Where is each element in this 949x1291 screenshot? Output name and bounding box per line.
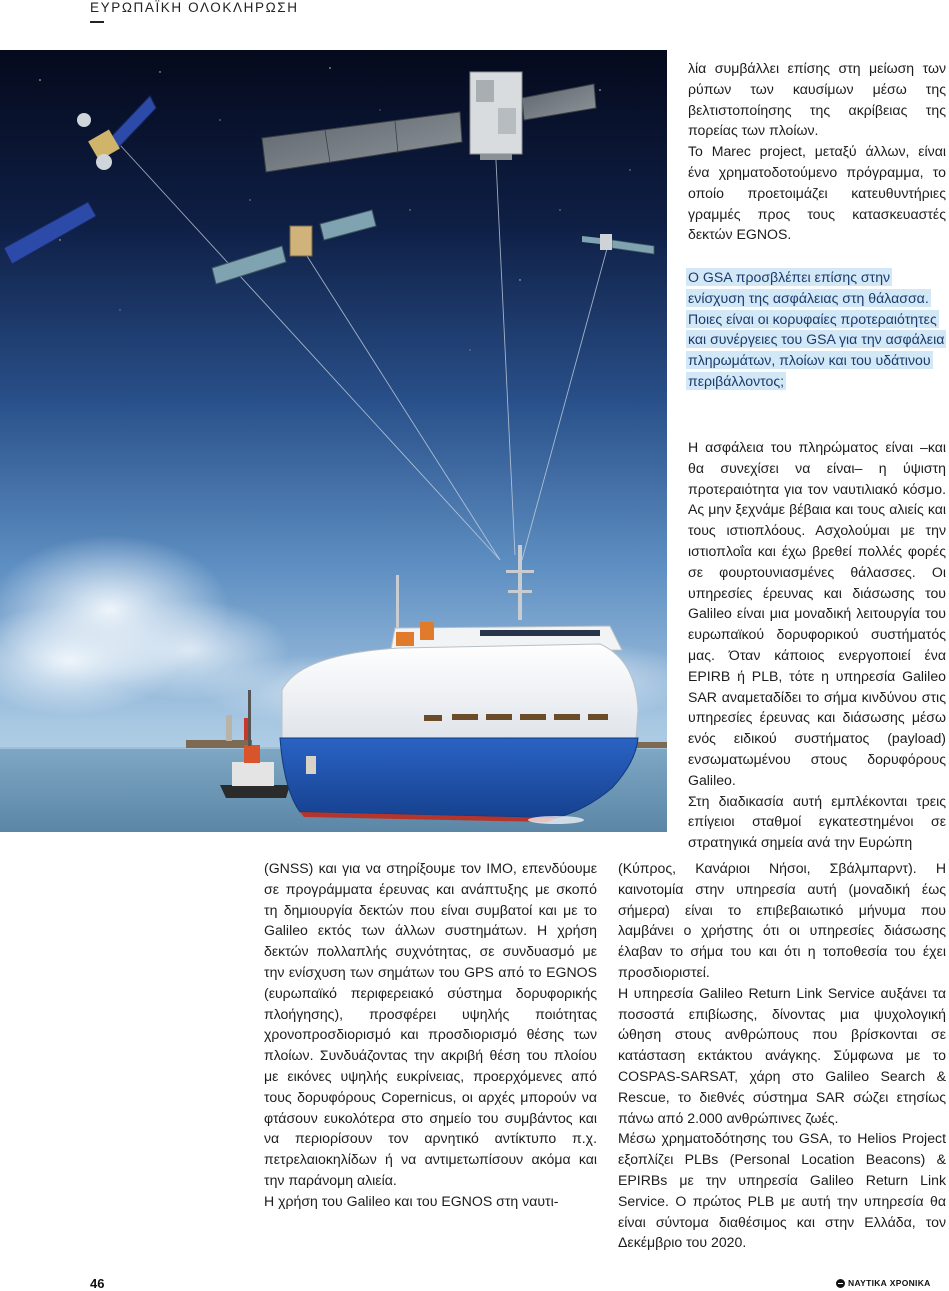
question-text: Ο GSA προσβλέπει επίσης στην ενίσχυση της ασφάλειας στη θάλασσα. Ποιες είναι οι κορυφαίες προτεραιότητες και συνέργειες του GSA για την ασφάλεια πληρωμάτων, πλοίων και του υδάτινου περιβάλλοντος;: [688, 269, 945, 389]
paragraph: Η χρήση του Galileo και του EGNOS στη ναυτι-: [264, 1192, 559, 1209]
paragraph: Η ασφάλεια του πληρώματος είναι –και θα συνεχίσει να είναι– η ύψιστη προτεραιότητα για τον ναυτιλιακό κόσμο. Ας μην ξεχνάμε βέβαια και τους αλιείς και τους ιστιοπλόους. Ασχολούμαι με την ιστιοπλοΐα και έχω βρεθεί πολλές φορές σε φουρτουνιασμένες θάλασσες. Οι υπηρεσίες έρευνας και διάσωσης του Galileo είναι μια μοναδική λειτουργία του ευρωπαϊκού δορυφορικού συστήματός μας. Όταν κάποιος ενεργοποιεί ένα EPIRB ή PLB, τότε η υπηρεσία Galileo SAR αναμεταδίδει το σήμα κινδύνου στις υπηρεσίες έρευνας και διάσωσης μέσω ενός ειδικού συστήματος (payload) ενσωματωμένου στους δορυφόρους Galileo.: [688, 439, 946, 788]
paragraph: (Κύπρος, Κανάριοι Νήσοι, Σβάλμπαρντ). Η καινοτομία στην υπηρεσία αυτή (μοναδική έως σήμερα) είναι το επιβεβαιωτικό μήνυμα που λαμβάνει ο χρήστης ότι οι υπηρεσίες διάσωσης έλαβαν το σήμα του και ότι η τοποθεσία του έχει προσδιοριστεί.: [618, 860, 946, 980]
paragraph: Μέσω χρηματοδότησης του GSA, το Helios Project εξοπλίζει PLBs (Personal Location Beacons) & EPIRBs με την υπηρεσία Galileo Return Link Service. Ο πρώτος PLB με αυτή την υπηρεσία θα είναι σύντομα διαθέσιμος και στην Ελλάδα, τον Δεκέμβριο του 2020.: [618, 1130, 946, 1251]
satellite-ship-photo: [0, 50, 667, 832]
paragraph: (GNSS) και για να στηρίξουμε τον IMO, επενδύουμε σε προγράμματα έρευνας και ανάπτυξης με σκοπό τη δημιουργία δεκτών που είναι συμβατοί και με το Galileo εκτός των άλλων συστημάτων. Η χρήση δεκτών πολλαπλής συχνότητας, σε συνδυασμό με την ενίσχυση των σημάτων του GPS από το EGNOS (ευρωπαϊκό περιφερειακό σύστημα δορυφορικής πλοήγησης), προσφέρει υψηλής ποιότητας χρονοπροσδιορισμό και προσδιορισμό θέσης των πλοίων. Συνδυάζοντας την ακριβή θέση του πλοίου με εικόνες υψηλής ευκρίνειας, προερχόμενες από τους δορυφόρους Copernicus, οι αρχές μπορούν να φτάσουν ευκολότερα στο σημείο του συμβάντος και να περιορίσουν τον αρνητικό αντίκτυπο π.χ. πετρελαιοκηλίδων ή να αντιμετωπίσουν ακόμα και την παράνομη αλιεία.: [264, 860, 597, 1188]
publication-brand: [836, 1278, 931, 1288]
right-column-top: [688, 58, 946, 245]
left-column: [264, 858, 597, 1212]
compass-icon: [836, 1279, 845, 1288]
section-label: ΕΥΡΩΠΑΪΚΗ ΟΛΟΚΛΗΡΩΣΗ: [90, 0, 299, 15]
paragraph: λία συμβάλλει επίσης στη μείωση των ρύπων των καυσίμων μέσω της βελτιστοποίησης της ακρίβειας της πορείας των πλοίων.: [688, 60, 946, 139]
page-number: 46: [90, 1276, 105, 1291]
wide-right-column: [618, 858, 946, 1253]
paragraph: Στη διαδικασία αυτή εμπλέκονται τρεις επίγειοι σταθμοί εγκατεστημένοι σε στρατηγικά σημεία ανά την Ευρώπη: [688, 792, 946, 851]
section-dash: [90, 21, 104, 23]
interview-question: [686, 267, 948, 392]
paragraph: Η υπηρεσία Galileo Return Link Service αυξάνει τα ποσοστά επιβίωσης, δίνοντας μια ψυχολογική ώθηση στους ανθρώπους που βρίσκονται σε κατάσταση εκτάκτου ανάγκης. Σύμφωνα με το COSPAS-SARSAT, χάρη στο Galileo Search & Rescue, το διεθνές σύστημα SAR σώζει ετησίως πάνω από 2.000 ανθρώπινες ζωές.: [618, 984, 946, 1126]
paragraph: Το Marec project, μεταξύ άλλων, είναι ένα χρηματοδοτούμενο πρόγραμμα, το οποίο προετοιμάζει κατευθυντήριες γραμμές προς τους κατασκευαστές δεκτών EGNOS.: [688, 143, 946, 243]
right-column-answer: [688, 437, 946, 853]
brand-name: ΝΑΥΤΙΚΑ ΧΡΟΝΙΚΑ: [848, 1278, 931, 1288]
